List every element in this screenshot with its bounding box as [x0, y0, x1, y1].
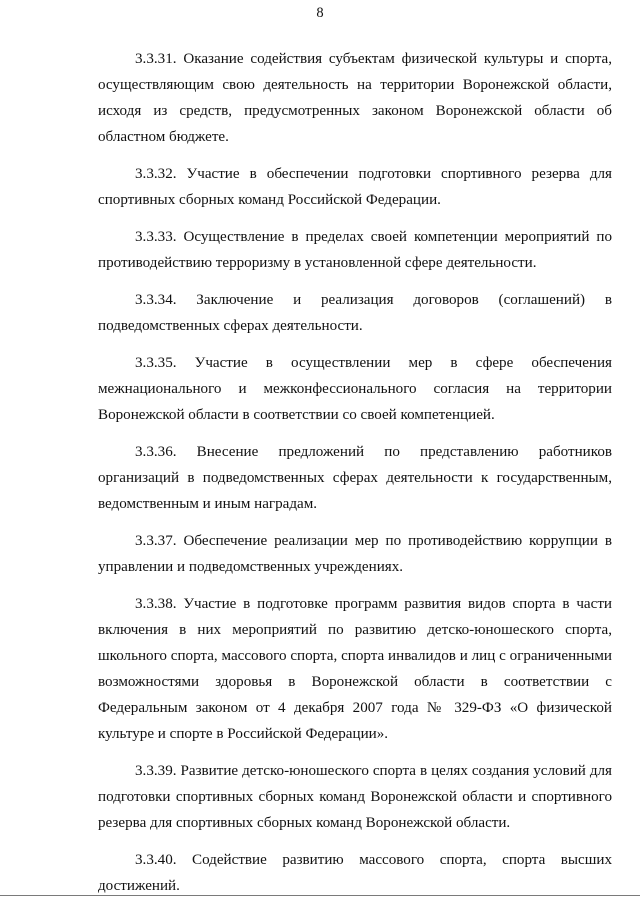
paragraph-3-3-40: 3.3.40. Содействие развитию массового спорта, спорта высших достижений.	[98, 852, 612, 894]
paragraph-3-3-32: 3.3.32. Участие в обеспечении подготовки спортивного резерва для спортивных сборных команд Российской Федерации.	[98, 166, 612, 208]
paragraph-3-3-33: 3.3.33. Осуществление в пределах своей компетенции мероприятий по противодействию терроризму в установленной сфере деятельности.	[98, 229, 612, 271]
paragraph-3-3-37: 3.3.37. Обеспечение реализации мер по противодействию коррупции в управлении и подведомственных учреждениях.	[98, 533, 612, 575]
document-body	[98, 46, 612, 910]
paragraph-3-3-34: 3.3.34. Заключение и реализация договоров (соглашений) в подведомственных сферах деятельности.	[98, 292, 612, 334]
paragraph-3-3-38: 3.3.38. Участие в подготовке программ развития видов спорта в части включения в них мероприятий по развитию детско-юношеского спорта, школьного спорта, массового спорта, спорта инвалидов и лиц с ограниченными возможностями здоровья в Воронежской области в соответствии с Федеральным законом от 4 декабря 2007 года № 329-ФЗ «О физической культуре и спорте в Российской Федерации».	[98, 596, 612, 742]
paragraph-3-3-31: 3.3.31. Оказание содействия субъектам физической культуры и спорта, осуществляющим свою деятельность на территории Воронежской области, исходя из средств, предусмотренных законом Воронежской области об областном бюджете.	[98, 51, 612, 145]
page-number: 8	[316, 5, 324, 21]
paragraph-3-3-36: 3.3.36. Внесение предложений по представлению работников организаций в подведомственных сферах деятельности к государственным, ведомственным и иным наградам.	[98, 444, 612, 512]
paragraph-3-3-39: 3.3.39. Развитие детско-юношеского спорта в целях создания условий для подготовки спортивных сборных команд Воронежской области и спортивного резерва для спортивных сборных команд Воронежской области.	[98, 763, 612, 831]
bottom-divider	[0, 895, 640, 896]
paragraph-3-3-35: 3.3.35. Участие в осуществлении мер в сфере обеспечения межнационального и межконфессионального согласия на территории Воронежской области в соответствии со своей компетенцией.	[98, 355, 612, 423]
